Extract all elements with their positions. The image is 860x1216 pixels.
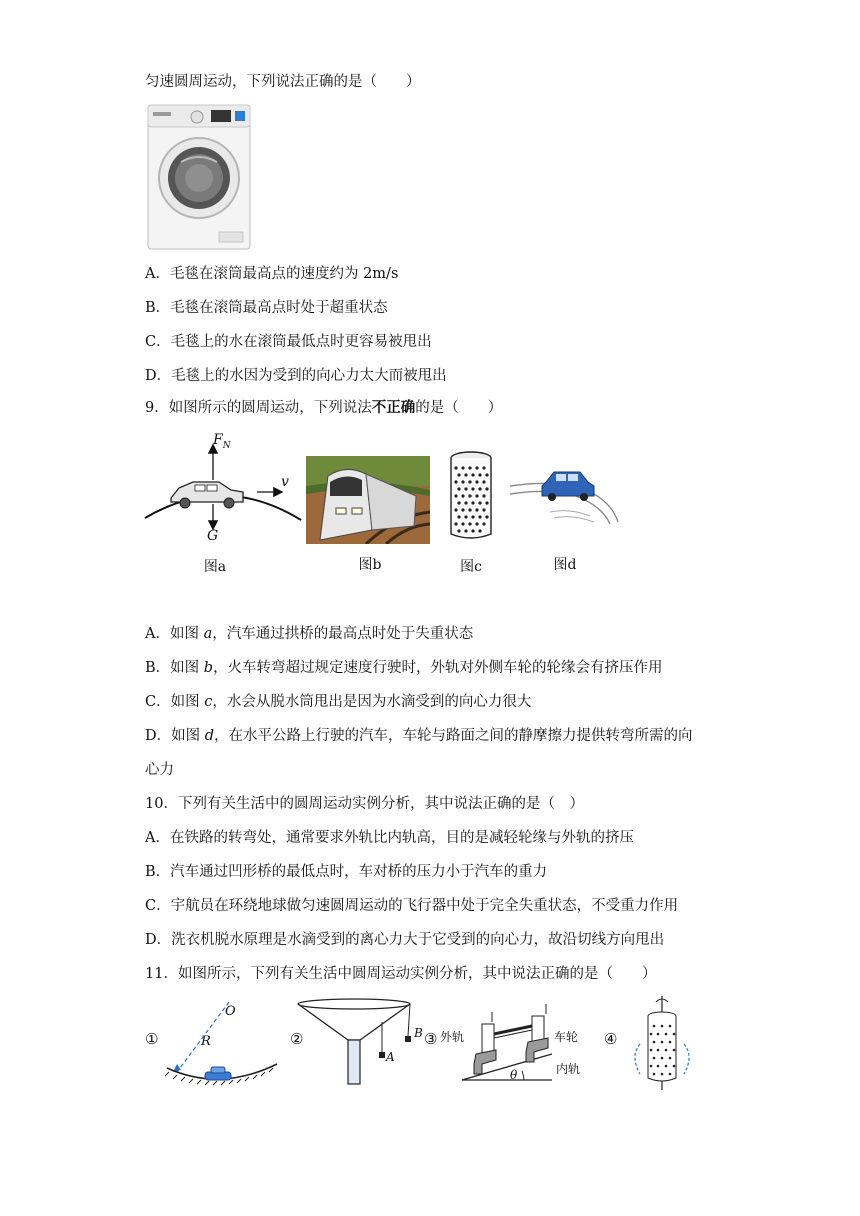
q9-option-d [145, 726, 693, 746]
theta-label: θ [510, 1068, 518, 1082]
figure-d-car-turning [510, 460, 620, 526]
q9-stem-post: 的是（ ） [415, 400, 503, 416]
figure-a-caption: 图a [203, 559, 227, 575]
inner-rail-label: 内轨 [556, 1062, 581, 1076]
q9-option-c-pre: C．如图 [145, 694, 205, 710]
figure-c-spin-drum [446, 450, 496, 542]
q11-figure-2-conical-pendulum [290, 996, 430, 1088]
q11-figure-3-banked-rail [424, 998, 594, 1090]
q10-option-a: A．在铁路的转弯处，通常要求外轨比内轨高，目的是减轻轮缘与外轨的挤压 [145, 830, 634, 846]
wheel-label: 车轮 [554, 1030, 579, 1044]
a-label: A [386, 1050, 395, 1064]
washing-machine-image [147, 104, 251, 250]
q9-option-b-pre: B．如图 [145, 660, 204, 676]
q11-figure-4-spin-dryer [600, 994, 700, 1094]
fn-label: F [213, 432, 223, 448]
q10-option-b: B．汽车通过凹形桥的最低点时，车对桥的压力小于汽车的重力 [145, 864, 548, 880]
q8-option-a: A．毛毯在滚筒最高点的速度约为 2m/s [145, 266, 399, 282]
figure-number-4: ④ [604, 1030, 618, 1048]
q9-option-d-continued: 心力 [145, 762, 174, 778]
outer-rail-label: 外轨 [440, 1030, 465, 1044]
v-label: v [281, 474, 289, 490]
q9-option-d-text: ，在水平公路上行驶的汽车，车轮与路面之间的静摩擦力提供转弯所需的向 [214, 728, 693, 744]
q9-option-a-fig: a [203, 626, 213, 642]
q9-option-b-fig: b [203, 660, 214, 676]
q10-option-c: C．宇航员在环绕地球做匀速圆周运动的飞行器中处于完全失重状态，不受重力作用 [145, 898, 679, 914]
q9-option-c-fig: c [204, 694, 213, 710]
blue-car-icon [542, 472, 594, 501]
q11-stem: 11．如图所示，下列有关生活中圆周运动实例分析，其中说法正确的是（ ） [145, 966, 657, 982]
r-label: R [201, 1034, 211, 1049]
figure-number-3: ③ [424, 1030, 438, 1048]
g-label: G [207, 528, 219, 544]
q11-figure-1-concave-bridge [145, 1000, 285, 1090]
figure-number-1: ① [145, 1030, 159, 1048]
figure-c-caption: 图c [460, 559, 482, 575]
q10-stem: 10．下列有关生活中的圆周运动实例分析，其中说法正确的是（ ） [145, 796, 584, 812]
q8-intro: 匀速圆周运动，下列说法正确的是（ ） [145, 74, 421, 90]
b-label: B [414, 1026, 423, 1040]
q9-option-c-text: ，水会从脱水筒甩出是因为水滴受到的向心力很大 [212, 694, 532, 710]
q9-option-b-text: ，火车转弯超过规定速度行驶时，外轨对外侧车轮的轮缘会有挤压作用 [213, 660, 663, 676]
q9-stem-pre: 9．如图所示的圆周运动，下列说法 [145, 400, 372, 416]
q9-stem [145, 398, 502, 418]
q9-option-a-text: ，汽车通过拱桥的最高点时处于失重状态 [212, 626, 474, 642]
q9-option-d-pre: D．如图 [145, 728, 205, 744]
car-icon [171, 482, 243, 508]
q9-option-b [145, 658, 663, 678]
blue-car-icon [205, 1067, 231, 1080]
figure-d-caption: 图d [553, 557, 577, 573]
q8-option-c: C．毛毯上的水在滚筒最低点时更容易被甩出 [145, 334, 432, 350]
q9-option-d-fig: d [204, 728, 215, 744]
fn-subscript: N [222, 440, 231, 451]
q10-option-d: D．洗衣机脱水原理是水滴受到的离心力大于它受到的向心力，故沿切线方向甩出 [145, 932, 665, 948]
q8-option-b: B．毛毯在滚筒最高点时处于超重状态 [145, 300, 388, 316]
q9-option-a [145, 624, 473, 644]
figure-b-train-photo [306, 456, 430, 544]
q8-option-d: D．毛毯上的水因为受到的向心力太大而被甩出 [145, 368, 447, 384]
o-label: O [225, 1004, 236, 1019]
q9-option-c [145, 692, 531, 712]
figure-number-2: ② [290, 1030, 304, 1048]
figure-a-car-on-bridge [143, 432, 303, 548]
q9-stem-emph: 不正确 [371, 399, 416, 416]
q9-option-a-pre: A．如图 [145, 626, 204, 642]
figure-b-caption: 图b [358, 557, 382, 573]
